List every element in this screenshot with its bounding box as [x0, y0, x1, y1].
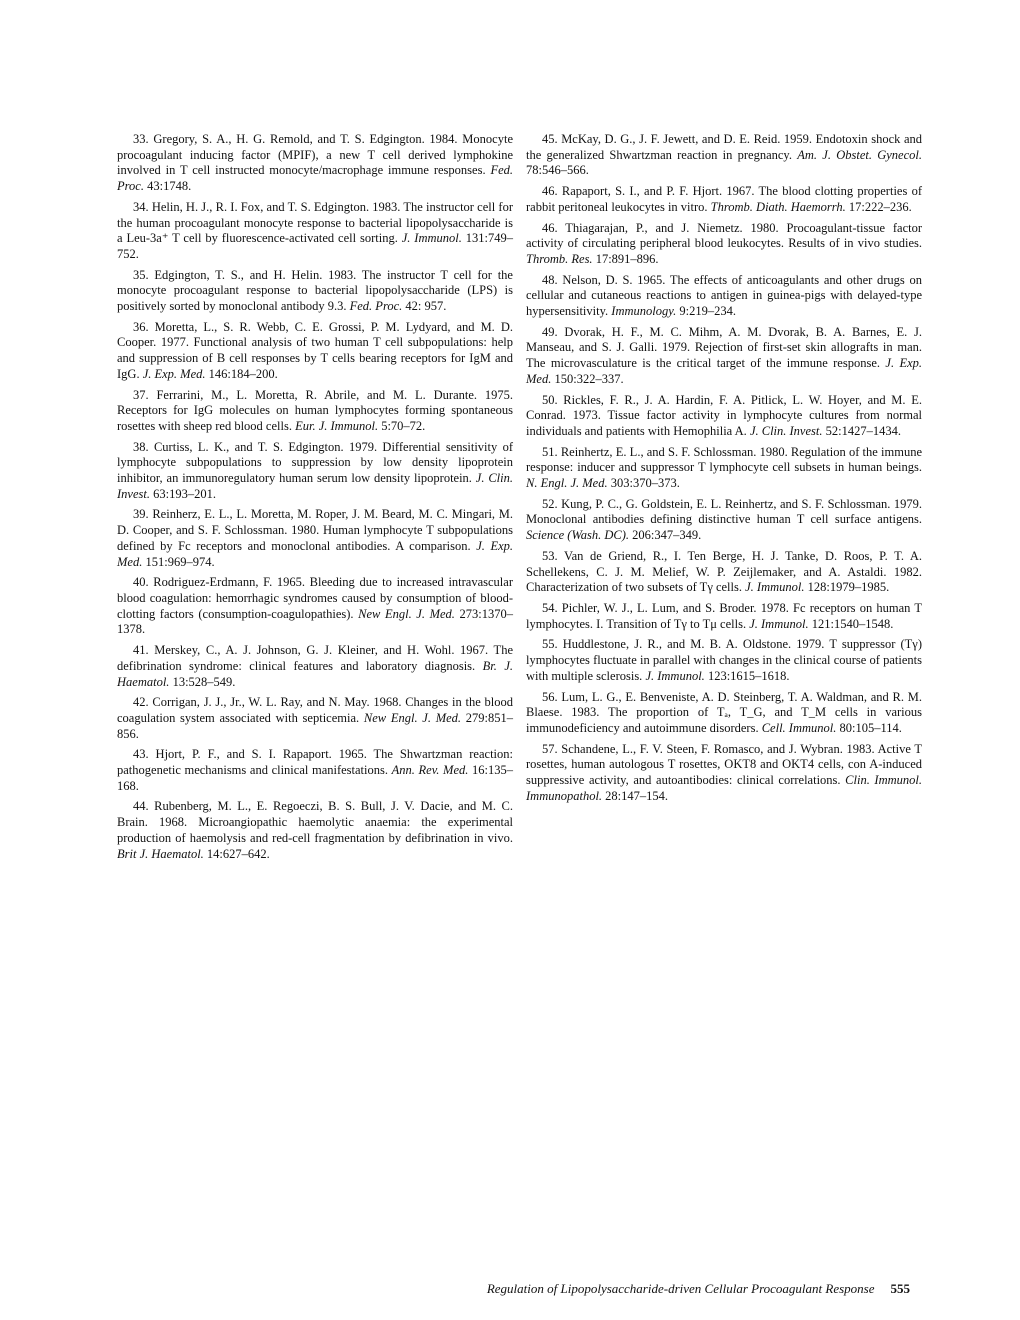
reference-entry — [117, 268, 513, 315]
reference-volume-pages: 9:219–234. — [676, 304, 736, 319]
reference-journal: J. Immunol. — [401, 231, 462, 246]
reference-entry — [526, 601, 922, 632]
reference-journal: J. Exp. Med. — [142, 366, 206, 381]
reference-volume-pages: 80:105–114. — [836, 720, 902, 735]
reference-text: 53. Van de Griend, R., I. Ten Berge, H. J. Tanke, D. Roos, P. T. A. Schellekens, C. J. M. Melief, W. P. Zeijlemaker, and A. Astaldi. 1982. Characterization of two subsets of Tγ cells. — [526, 548, 922, 595]
reference-text: 50. Rickles, F. R., J. A. Hardin, F. A. Pitlick, L. W. Hoyer, and M. E. Conrad. 1973. Tissue factor activity in lymphocyte cultures from normal individuals and patients with Hemophilia A. — [526, 392, 922, 438]
reference-text: 45. McKay, D. G., J. F. Jewett, and D. E. Reid. 1959. Endotoxin shock and the generalized Shwartzman reaction in pregnancy. — [526, 132, 922, 162]
reference-volume-pages: 273:1370–1378. — [117, 606, 513, 637]
reference-journal: Cell. Immunol. — [761, 720, 837, 735]
reference-journal: Clin. Immunol. Immunopathol. — [526, 773, 922, 803]
reference-volume-pages: 5:70–72. — [378, 418, 426, 433]
reference-journal: J. Clin. Invest. — [749, 423, 823, 438]
reference-volume-pages: 16:135–168. — [117, 763, 514, 793]
reference-text: 40. Rodriguez-Erdmann, F. 1965. Bleeding due to increased intravascular blood coagulation: hemorrhagic syndromes caused by consumption of blood-clotting factors (consumption-coagulopathies). — [117, 575, 513, 621]
reference-volume-pages: 123:1615–1618. — [704, 668, 790, 683]
reference-journal: Fed. Proc. — [117, 163, 513, 194]
running-title: Regulation of Lipopolysaccharide-driven Cellular Procoagulant Response — [486, 1281, 875, 1296]
page-footer — [400, 1281, 910, 1297]
reference-volume-pages: 146:184–200. — [205, 366, 278, 381]
reference-volume-pages: 28:147–154. — [602, 788, 669, 803]
reference-text: 41. Merskey, C., A. J. Johnson, G. J. Kleiner, and H. Wohl. 1967. The defibrination syndrome: clinical features and laboratory diagnosis. — [117, 643, 513, 673]
reference-journal: Eur. J. Immunol. — [295, 418, 379, 433]
reference-volume-pages: 14:627–642. — [203, 846, 270, 861]
reference-journal: Am. J. Obstet. Gynecol. — [797, 147, 922, 162]
reference-journal: J. Immunol. — [745, 580, 805, 595]
reference-entry — [526, 690, 922, 737]
reference-volume-pages: 17:222–236. — [845, 199, 912, 214]
reference-entry — [526, 393, 922, 440]
page-number: 555 — [890, 1281, 910, 1296]
reference-text: 35. Edgington, T. S., and H. Helin. 1983. The instructor T cell for the monocyte procoagulant response to bacterial lipopolysaccharide (LPS) is positively sorted by monoclonal antibody 9.3. — [117, 267, 513, 314]
reference-entry — [526, 637, 922, 684]
reference-text: 56. Lum, L. G., E. Benveniste, A. D. Steinberg, T. A. Waldman, and R. M. Blaese. 1983. The proportion of Tₐ, T_G, and T_M cells in various immunodeficiency and autoimmune disorders. — [526, 689, 922, 735]
reference-entry — [117, 799, 513, 862]
reference-journal: Fed. Proc. — [349, 299, 403, 314]
reference-text: 39. Reinherz, E. L., L. Moretta, M. Roper, J. M. Beard, M. C. Mingari, M. D. Cooper, and S. F. Schlossman. 1980. Human lymphocyte T subpopulations defined by Fc receptors and monoclonal antibodies. A comparison. — [117, 507, 513, 553]
reference-journal: J. Immunol. — [749, 616, 809, 631]
reference-text: 46. Thiagarajan, P., and J. Niemetz. 1980. Procoagulant-tissue factor activity of circulating peripheral blood leukocytes. Results of in vivo studies. — [526, 220, 922, 251]
reference-journal: Thromb. Diath. Haemorrh. — [710, 199, 846, 214]
reference-entry — [526, 325, 922, 388]
reference-entry — [526, 549, 922, 596]
reference-entry — [117, 643, 513, 690]
reference-entry — [117, 440, 513, 503]
reference-entry — [526, 497, 922, 544]
reference-volume-pages: 206:347–349. — [629, 528, 702, 543]
reference-entry — [117, 695, 513, 742]
reference-entry — [117, 747, 513, 794]
reference-journal: Science (Wash. DC). — [526, 528, 629, 543]
reference-journal: J. Clin. Invest. — [117, 471, 513, 501]
reference-entry — [526, 132, 922, 179]
reference-text: 36. Moretta, L., S. R. Webb, C. E. Grossi, P. M. Lydyard, and M. D. Cooper. 1977. Functional analysis of two human T cell subpopulations: help and suppression of B cell responses by T cells bearing receptors for IgM and IgG. — [117, 319, 513, 381]
reference-volume-pages: 128:1979–1985. — [804, 580, 890, 595]
reference-journal: New Engl. J. Med. — [358, 606, 455, 621]
reference-text: 42. Corrigan, J. J., Jr., W. L. Ray, and N. May. 1968. Changes in the blood coagulation system associated with septicemia. — [117, 695, 513, 725]
reference-volume-pages: 17:891–896. — [592, 251, 659, 266]
reference-journal: Brit J. Haematol. — [117, 846, 204, 861]
reference-journal: Br. J. Haematol. — [117, 658, 513, 689]
references-left-column — [117, 132, 513, 867]
reference-journal: J. Immunol. — [645, 668, 705, 683]
reference-entry — [526, 184, 922, 215]
reference-entry — [526, 273, 922, 320]
reference-entry — [117, 507, 513, 570]
reference-volume-pages: 78:546–566. — [526, 163, 589, 178]
reference-volume-pages: 43:1748. — [143, 179, 192, 194]
reference-text: 34. Helin, H. J., R. I. Fox, and T. S. Edgington. 1983. The instructor cell for the human procoagulant monocyte response to bacterial lipopolysaccharide is a Leu-3a⁺ T cell by fluorescence-activated cell sorting. — [117, 199, 513, 246]
reference-volume-pages: 63:193–201. — [149, 486, 216, 501]
reference-entry — [526, 221, 922, 268]
reference-text: 44. Rubenberg, M. L., E. Regoeczi, B. S. Bull, J. V. Dacie, and M. C. Brain. 1968. Microangiopathic haemolytic anaemia: the experimental production of haemolysis and red-cell fragmentation by defibrination in vivo. — [117, 799, 513, 845]
reference-text: 33. Gregory, S. A., H. G. Remold, and T. S. Edgington. 1984. Monocyte procoagulant inducing factor (MPIF), a new T cell derived lymphokine involved in T cell instructed monocyte/macrophage immune responses. — [117, 132, 513, 178]
reference-volume-pages: 150:322–337. — [551, 371, 624, 386]
references-right-column — [526, 132, 922, 809]
reference-entry — [117, 320, 513, 383]
reference-text: 37. Ferrarini, M., L. Moretta, R. Abrile, and M. L. Durante. 1975. Receptors for IgG molecules on human lymphocytes forming spontaneous rosettes with sheep red blood cells. — [117, 387, 513, 433]
reference-text: 49. Dvorak, H. F., M. C. Mihm, A. M. Dvorak, B. A. Barnes, E. J. Manseau, and S. J. Galli. 1979. Rejection of first-set skin allografts in man. The microvasculature is the critical target of the immune response. — [526, 324, 922, 371]
reference-text: 55. Huddlestone, J. R., and M. B. A. Oldstone. 1979. T suppressor (Tγ) lymphocytes fluctuate in parallel with changes in the clinical course of patients with multiple sclerosis. — [526, 637, 922, 683]
reference-volume-pages: 121:1540–1548. — [808, 616, 894, 631]
reference-text: 54. Pichler, W. J., L. Lum, and S. Broder. 1978. Fc receptors on human T lymphocytes. I. Transition of Tγ to Tμ cells. — [526, 600, 922, 631]
reference-entry — [117, 132, 513, 195]
reference-text: 52. Kung, P. C., G. Goldstein, E. L. Reinhertz, and S. F. Schlossman. 1979. Monoclonal antibodies defining distinctive human T cell surface antigens. — [526, 496, 922, 527]
reference-journal: Thromb. Res. — [526, 251, 593, 266]
reference-volume-pages: 131:749–752. — [117, 231, 513, 261]
reference-text: 57. Schandene, L., F. V. Steen, F. Romasco, and J. Wybran. 1983. Active T rosettes, human autologous T rosettes, OKT8 and OKT4 cells, con A-induced suppressive activity, and autoantibodies: clinical correlations. — [526, 741, 922, 788]
reference-journal: Ann. Rev. Med. — [391, 763, 469, 778]
reference-entry — [526, 742, 922, 805]
reference-journal: J. Exp. Med. — [117, 538, 514, 569]
reference-entry — [117, 200, 513, 263]
reference-journal: J. Exp. Med. — [526, 356, 923, 386]
reference-journal: N. Engl. J. Med. — [526, 476, 608, 491]
reference-text: 38. Curtiss, L. K., and T. S. Edgington. 1979. Differential sensitivity of lymphocyte subpopulations to suppression by low density lipoprotein inhibitor, an immunoregulatory human serum low density lipoprotein. — [117, 439, 513, 486]
reference-volume-pages: 279:851–856. — [117, 710, 514, 741]
reference-text: 43. Hjort, P. F., and S. I. Rapaport. 1965. The Shwartzman reaction: pathogenetic mechanisms and clinical manifestations. — [117, 747, 513, 778]
reference-text: 48. Nelson, D. S. 1965. The effects of anticoagulants and other drugs on cellular and cutaneous reactions to antigen in guinea-pigs with delayed-type hypersensitivity. — [526, 272, 922, 319]
reference-entry — [117, 388, 513, 435]
reference-volume-pages: 303:370–373. — [607, 476, 680, 491]
reference-volume-pages: 52:1427–1434. — [822, 423, 901, 438]
reference-journal: Immunology. — [611, 304, 677, 319]
reference-journal: New Engl. J. Med. — [363, 710, 462, 725]
reference-volume-pages: 151:969–974. — [142, 554, 215, 569]
reference-volume-pages: 42: 957. — [402, 299, 447, 314]
reference-entry — [117, 575, 513, 638]
reference-entry — [526, 445, 922, 492]
reference-text: 46. Rapaport, S. I., and P. F. Hjort. 1967. The blood clotting properties of rabbit peritoneal leukocytes in vitro. — [526, 184, 922, 214]
reference-text: 51. Reinhertz, E. L., and S. F. Schlossman. 1980. Regulation of the immune response: inducer and suppressor T lymphocyte cell subsets in human beings. — [526, 444, 922, 475]
reference-volume-pages: 13:528–549. — [169, 674, 236, 689]
